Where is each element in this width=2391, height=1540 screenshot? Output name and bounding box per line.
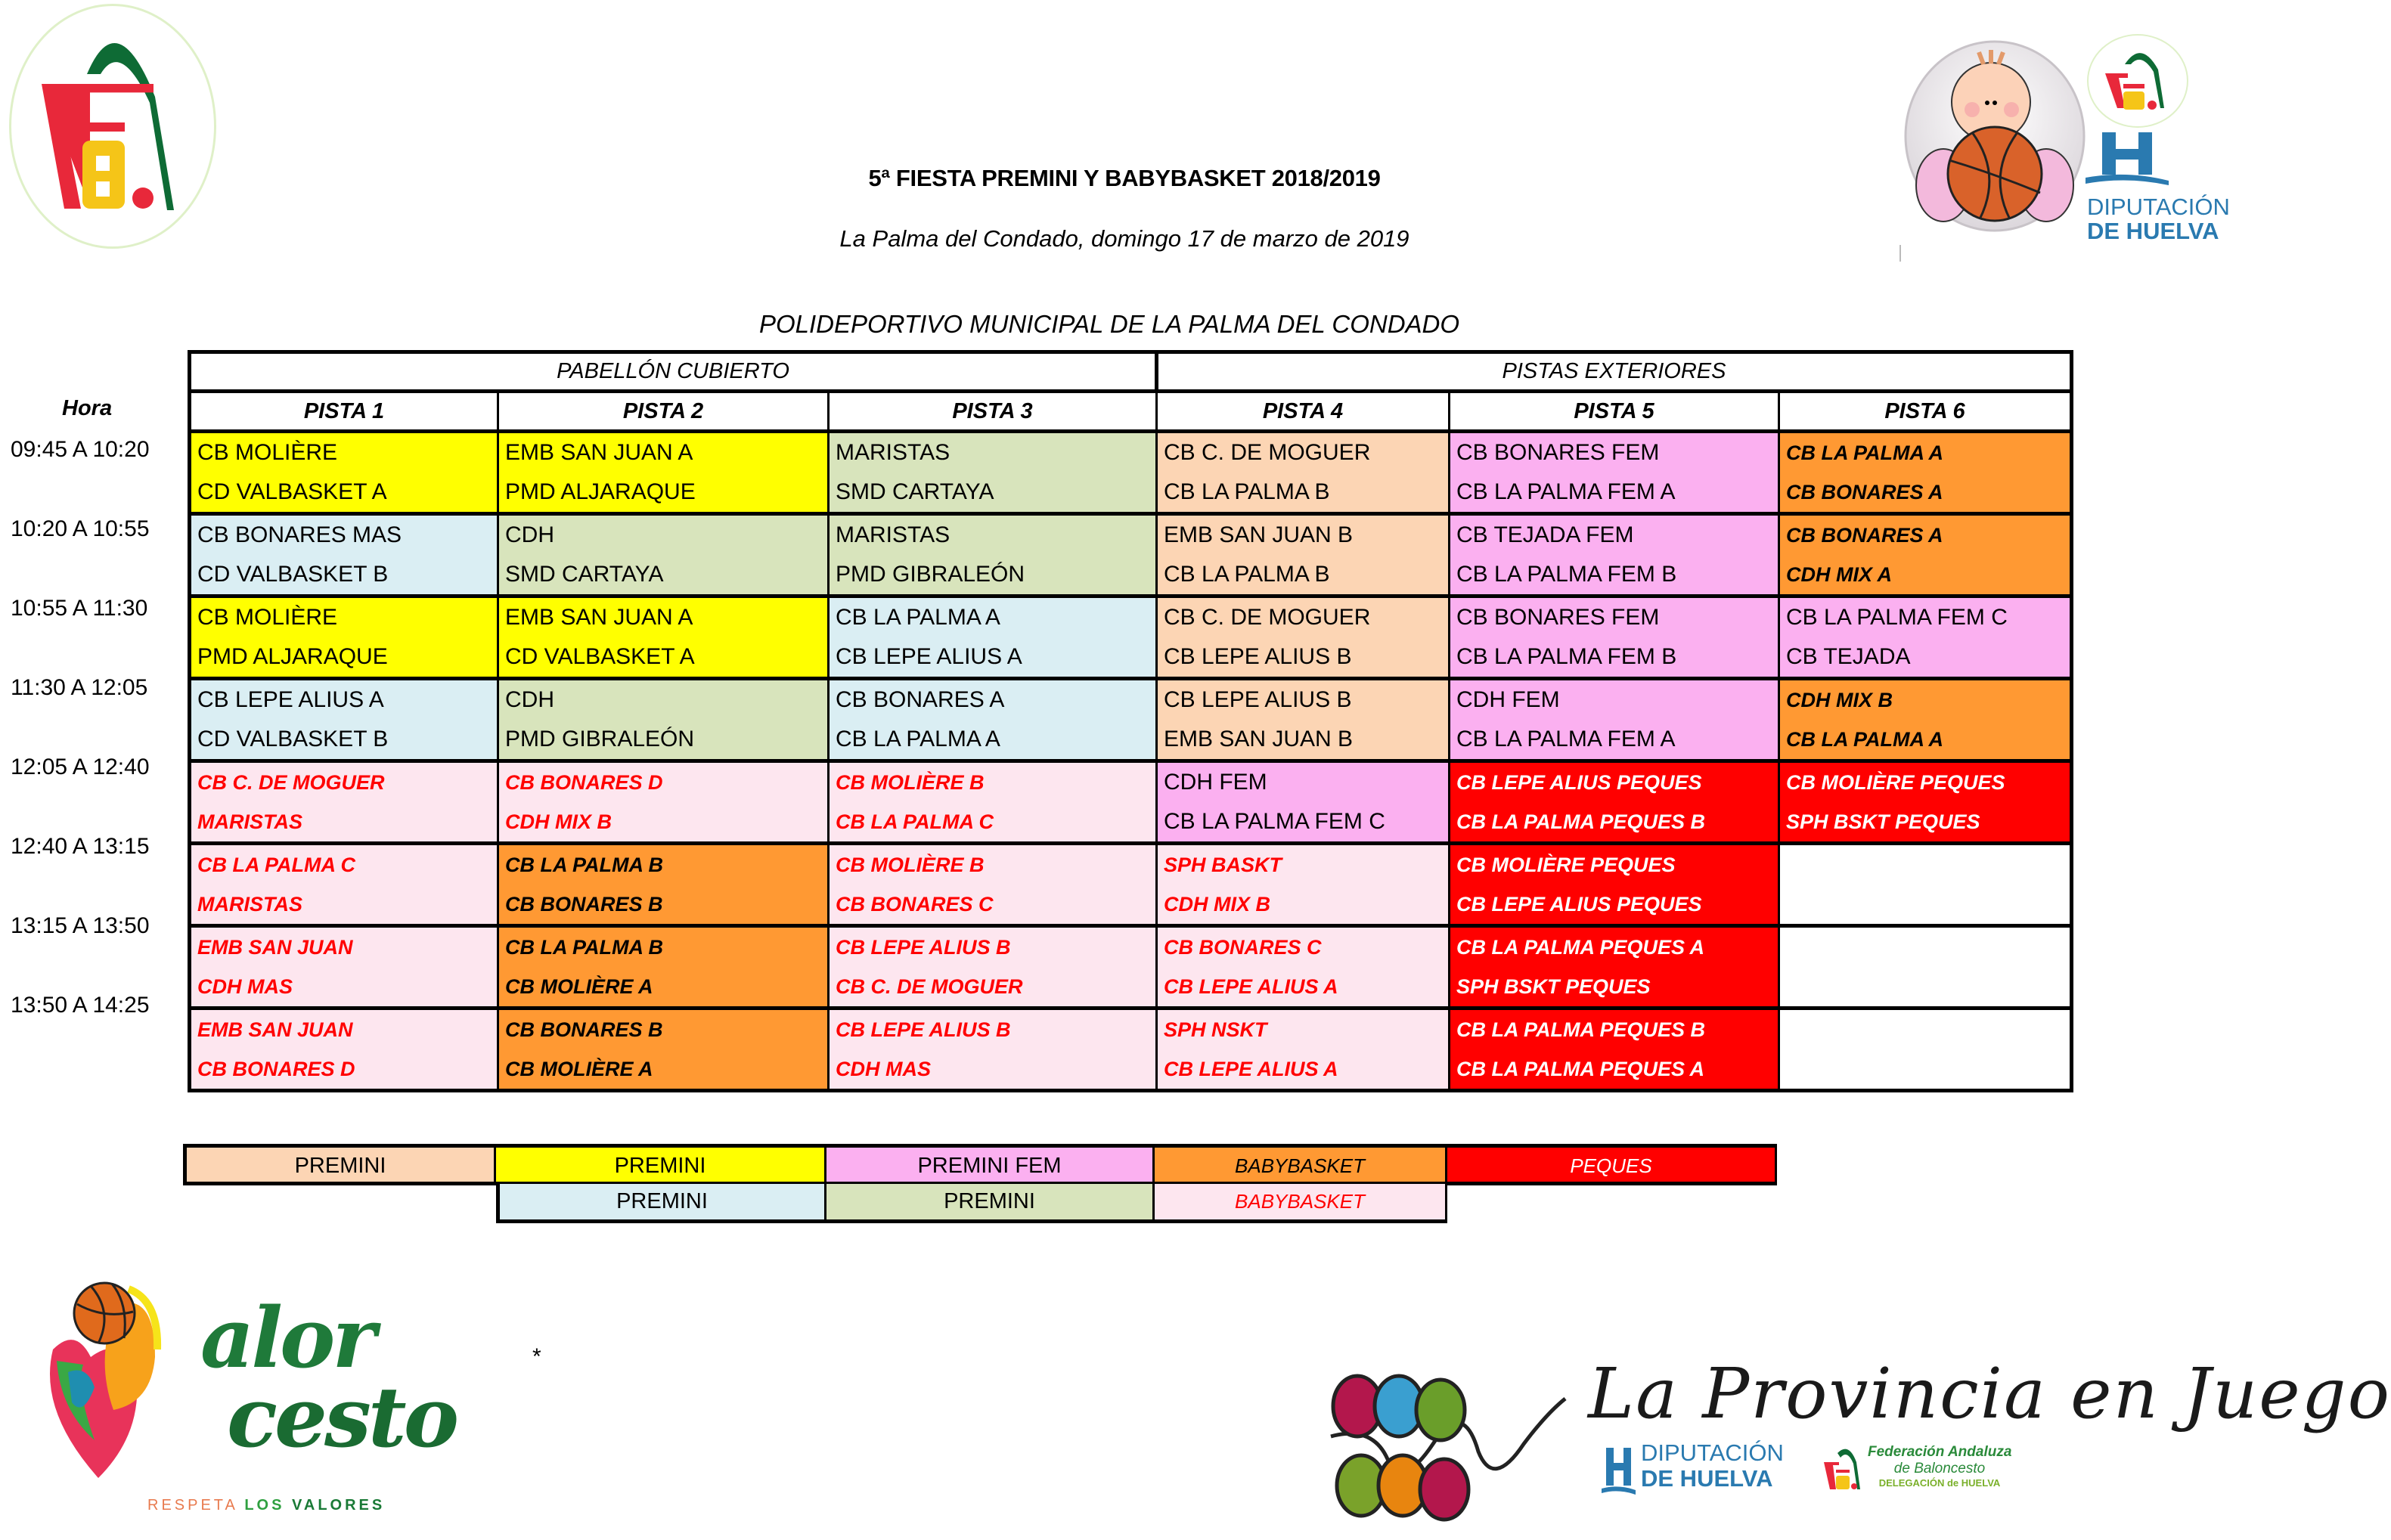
match-cell-pista-2 [498,596,829,679]
home-team: CB C. DE MOGUER [1164,440,1371,465]
away-team: CB LEPE ALIUS A [836,644,1022,669]
court-header-4: PISTA 4 [1157,392,1450,432]
home-team: CB LEPE ALIUS A [197,687,384,712]
match-cell-pista-5 [1450,1009,1779,1091]
schedule-row [190,926,2072,1009]
schedule-row [190,679,2072,761]
home-team: CB LEPE ALIUS B [836,1018,1011,1041]
away-team [1780,885,2070,924]
federacion-text [1868,1444,2011,1489]
home-team: CDH MIX B [1786,689,1893,711]
schedule-row [190,761,2072,844]
home-team: CB LEPE ALIUS B [836,936,1011,959]
schedule-row [190,1009,2072,1091]
away-team: CB LA PALMA A [836,727,1000,751]
home-team: CDH FEM [1164,770,1267,795]
home-team: CB LA PALMA B [505,854,663,876]
legend-swatch-premini-yellow: PREMINI [496,1144,826,1185]
home-team: CB MOLIÈRE PEQUES [1786,771,2005,794]
court-header-5: PISTA 5 [1450,392,1779,432]
home-team: MARISTAS [836,522,951,547]
home-team: CB LA PALMA PEQUES B [1456,1018,1706,1041]
match-cell-pista-2 [498,514,829,596]
match-cell-pista-4 [1157,844,1450,926]
match-cell-pista-3 [829,514,1157,596]
away-team: CB MOLIÈRE A [505,1058,653,1080]
away-team: CB BONARES C [836,893,994,916]
legend-swatch-babybasket-orange: BABYBASKET [1155,1144,1447,1185]
away-team: CD VALBASKET A [505,644,695,669]
home-team: EMB SAN JUAN B [1164,522,1354,547]
away-team: PMD ALJARAQUE [505,479,696,504]
match-cell-pista-6 [1779,596,2072,679]
home-team: CB LA PALMA C [197,854,355,876]
sports-icons-cluster [1327,1353,1569,1523]
home-team: SPH BASKT [1164,854,1282,876]
home-team: CB LA PALMA FEM C [1786,605,2008,630]
away-team: CB BONARES D [197,1058,355,1080]
match-cell-pista-2 [498,679,829,761]
match-cell-pista-5 [1450,514,1779,596]
away-team: CB LA PALMA FEM A [1456,727,1676,751]
court-header-row [190,392,2072,432]
match-cell-pista-3 [829,596,1157,679]
away-team: SMD CARTAYA [505,562,664,587]
schedule-row [190,432,2072,514]
home-team: CB MOLIÈRE B [836,771,985,794]
home-team [1780,845,2070,885]
footnote-asterisk: * [532,1344,541,1369]
match-cell-pista-2 [498,432,829,514]
away-team: CB BONARES B [505,893,663,916]
match-cell-pista-6 [1779,761,2072,844]
court-header-3: PISTA 3 [829,392,1157,432]
group-pabellon-cubierto: PABELLÓN CUBIERTO [190,352,1157,392]
away-team: CB LA PALMA C [836,810,994,833]
home-team: EMB SAN JUAN [197,936,353,959]
home-team: EMB SAN JUAN [197,1018,353,1041]
valorcesto-cesto: cesto [227,1368,457,1466]
legend-swatch-babybasket-lightpink: BABYBASKET [1155,1184,1447,1223]
home-team: CB C. DE MOGUER [197,771,385,794]
diputacion-text-bottom [1641,1440,1784,1492]
home-team: CB MOLIÈRE [197,605,338,630]
away-team: CDH MIX A [1786,563,1892,586]
valorcesto-alor: alor [200,1289,374,1387]
event-subtitle: La Palma del Condado, domingo 17 de marzo de 2019 [839,225,1409,252]
away-team: CB LA PALMA FEM C [1164,809,1385,834]
home-team: CB BONARES C [1164,936,1322,959]
home-team: CB LEPE ALIUS PEQUES [1456,771,1702,794]
federacion-line3: DELEGACIÓN de HUELVA [1878,1477,2001,1489]
home-team: CDH [505,522,554,547]
away-team: CB TEJADA [1786,644,1911,669]
match-cell-pista-6 [1779,1009,2072,1091]
home-team: CB LA PALMA A [1786,442,1943,464]
away-team: SPH BSKT PEQUES [1786,810,1980,833]
home-team: CB BONARES FEM [1456,440,1660,465]
page-title: 5ª FIESTA PREMINI Y BABYBASKET 2018/2019 [868,165,1381,191]
away-team: CD VALBASKET A [197,479,387,504]
away-team: CB LA PALMA FEM A [1456,479,1676,504]
home-team: CB BONARES A [1786,524,1943,547]
fab-bottom-icon [1822,1445,1864,1491]
legend-swatch-premini-peach: PREMINI [183,1144,496,1185]
match-cell-pista-6 [1779,926,2072,1009]
away-team: EMB SAN JUAN B [1164,727,1354,751]
diputacion-bottom-line1: DIPUTACIÓN [1641,1439,1784,1466]
match-cell-pista-1 [190,761,498,844]
diputacion-huelva-logo-bottom [1602,1448,1636,1498]
fab-logo [9,4,216,249]
fab-badge-small [2087,34,2188,128]
schedule-table [188,350,2073,1092]
match-cell-pista-6 [1779,844,2072,926]
fab-small-icon [2089,36,2187,126]
home-team: CB BONARES A [836,687,1005,712]
venue-group-row [190,352,2072,392]
match-cell-pista-4 [1157,432,1450,514]
away-team: CDH MAS [836,1058,931,1080]
away-team: CDH MAS [197,975,293,998]
home-team: EMB SAN JUAN A [505,605,693,630]
home-team: CDH FEM [1456,687,1560,712]
away-team: MARISTAS [197,810,302,833]
hora-header: Hora [62,396,113,420]
home-team: CB TEJADA FEM [1456,522,1634,547]
time-slot-label: 09:45 A 10:20 [11,437,150,462]
match-cell-pista-2 [498,926,829,1009]
match-cell-pista-5 [1450,844,1779,926]
away-team: CD VALBASKET B [197,727,389,751]
home-team: CB MOLIÈRE B [836,854,985,876]
match-cell-pista-5 [1450,596,1779,679]
away-team: CB LEPE ALIUS A [1164,975,1338,998]
federacion-line1: Federación Andaluza [1868,1444,2012,1460]
away-team [1780,1049,2070,1089]
time-slot-label: 13:50 A 14:25 [11,993,150,1018]
time-slot-label: 10:20 A 10:55 [11,516,150,541]
match-cell-pista-1 [190,926,498,1009]
venue-text: POLIDEPORTIVO MUNICIPAL DE LA PALMA DEL CONDADO [758,310,1460,338]
away-team: CB LEPE ALIUS B [1164,644,1352,669]
away-team: PMD GIBRALEÓN [836,562,1025,587]
time-slot-label: 11:30 A 12:05 [11,675,148,700]
away-team: CB LEPE ALIUS A [1164,1058,1338,1080]
away-team: CD VALBASKET B [197,562,389,587]
away-team: CB LA PALMA A [1786,728,1943,751]
home-team: SPH NSKT [1164,1018,1267,1041]
match-cell-pista-3 [829,679,1157,761]
home-team: CB BONARES D [505,771,663,794]
court-header-6: PISTA 6 [1779,392,2072,432]
match-cell-pista-4 [1157,679,1450,761]
home-team: CB LA PALMA B [505,936,663,959]
diputacion-bottom-line2: DE HUELVA [1641,1465,1773,1492]
match-cell-pista-3 [829,926,1157,1009]
match-cell-pista-2 [498,1009,829,1091]
away-team: PMD GIBRALEÓN [505,727,695,751]
away-team: CB C. DE MOGUER [836,975,1023,998]
match-cell-pista-3 [829,761,1157,844]
match-cell-pista-5 [1450,761,1779,844]
diputacion-h-icon-small [1602,1448,1636,1495]
time-slot-label: 12:05 A 12:40 [11,755,150,779]
home-team: CB MOLIÈRE PEQUES [1456,854,1676,876]
match-cell-pista-4 [1157,761,1450,844]
schedule-row [190,596,2072,679]
home-team: CB C. DE MOGUER [1164,605,1371,630]
legend-swatch-peques-red: PEQUES [1447,1144,1777,1185]
group-pistas-exteriores: PISTAS EXTERIORES [1157,352,2072,392]
away-team: CDH MIX B [505,810,612,833]
away-team: CB BONARES A [1786,481,1943,504]
legend-swatch-premini-lightblue: PREMINI [496,1184,826,1223]
match-cell-pista-6 [1779,432,2072,514]
home-team: CB BONARES B [505,1018,663,1041]
sports-circles-icon [1327,1353,1569,1523]
away-team: CB LA PALMA PEQUES B [1456,810,1706,833]
fab-logo-small-bottom [1822,1445,1864,1495]
away-team: CDH MIX B [1164,893,1270,916]
legend-swatch-premini-lightgreen: PREMINI [826,1184,1155,1223]
away-team: CB MOLIÈRE A [505,975,653,998]
away-team: MARISTAS [197,893,302,916]
match-cell-pista-1 [190,679,498,761]
diputacion-line1: DIPUTACIÓN [2087,194,2230,220]
home-team: CB MOLIÈRE [197,440,338,465]
away-team: CB LEPE ALIUS PEQUES [1456,893,1702,916]
babybasket-badge [1904,30,2086,257]
match-cell-pista-5 [1450,679,1779,761]
legend-swatch-premini-fem: PREMINI FEM [826,1144,1155,1185]
match-cell-pista-4 [1157,926,1450,1009]
match-cell-pista-5 [1450,432,1779,514]
home-team: CB LA PALMA PEQUES A [1456,936,1705,959]
home-team: CB BONARES FEM [1456,605,1660,630]
match-cell-pista-6 [1779,514,2072,596]
time-slot-label: 12:40 A 13:15 [11,834,150,859]
match-cell-pista-6 [1779,679,2072,761]
venue-title [0,310,2249,339]
valorcesto-logo [23,1259,457,1520]
match-cell-pista-5 [1450,926,1779,1009]
fab-logo-icon [11,6,214,246]
away-team: SPH BSKT PEQUES [1456,975,1651,998]
match-cell-pista-3 [829,432,1157,514]
match-cell-pista-4 [1157,514,1450,596]
schedule-body [190,432,2072,1091]
home-team [1780,1010,2070,1049]
court-header-1: PISTA 1 [190,392,498,432]
match-cell-pista-1 [190,432,498,514]
away-team: PMD ALJARAQUE [197,644,388,669]
home-team: CB LA PALMA A [836,605,1000,630]
match-cell-pista-4 [1157,596,1450,679]
match-cell-pista-1 [190,514,498,596]
match-cell-pista-3 [829,844,1157,926]
home-team [1780,928,2070,967]
provincia-en-juego-title: La Provincia en Juego [1588,1353,2391,1434]
home-team: CB LEPE ALIUS B [1164,687,1352,712]
baby-with-ball-icon [1904,30,2086,257]
home-team: MARISTAS [836,440,951,465]
time-slot-label: 13:15 A 13:50 [11,913,150,938]
away-team: CB LA PALMA B [1164,479,1330,504]
match-cell-pista-1 [190,844,498,926]
court-header-2: PISTA 2 [498,392,829,432]
match-cell-pista-1 [190,1009,498,1091]
away-team: SMD CARTAYA [836,479,994,504]
home-team: EMB SAN JUAN A [505,440,693,465]
away-team: CB LA PALMA PEQUES A [1456,1058,1705,1080]
federacion-line2: de Baloncesto [1893,1461,1986,1476]
valorcesto-tagline: RESPETA LOS VALORES [147,1497,386,1514]
time-slot-label: 10:55 A 11:30 [11,596,148,621]
match-cell-pista-2 [498,844,829,926]
match-cell-pista-2 [498,761,829,844]
diputacion-line2: DE HUELVA [2087,218,2219,244]
schedule-row [190,514,2072,596]
match-cell-pista-1 [190,596,498,679]
match-cell-pista-4 [1157,1009,1450,1091]
away-team: CB LA PALMA FEM B [1456,562,1677,587]
home-team: CDH [505,687,554,712]
match-cell-pista-3 [829,1009,1157,1091]
home-team: CB BONARES MAS [197,522,402,547]
away-team: CB LA PALMA FEM B [1456,644,1677,669]
schedule-row [190,844,2072,926]
away-team [1780,967,2070,1006]
away-team: CB LA PALMA B [1164,562,1330,587]
